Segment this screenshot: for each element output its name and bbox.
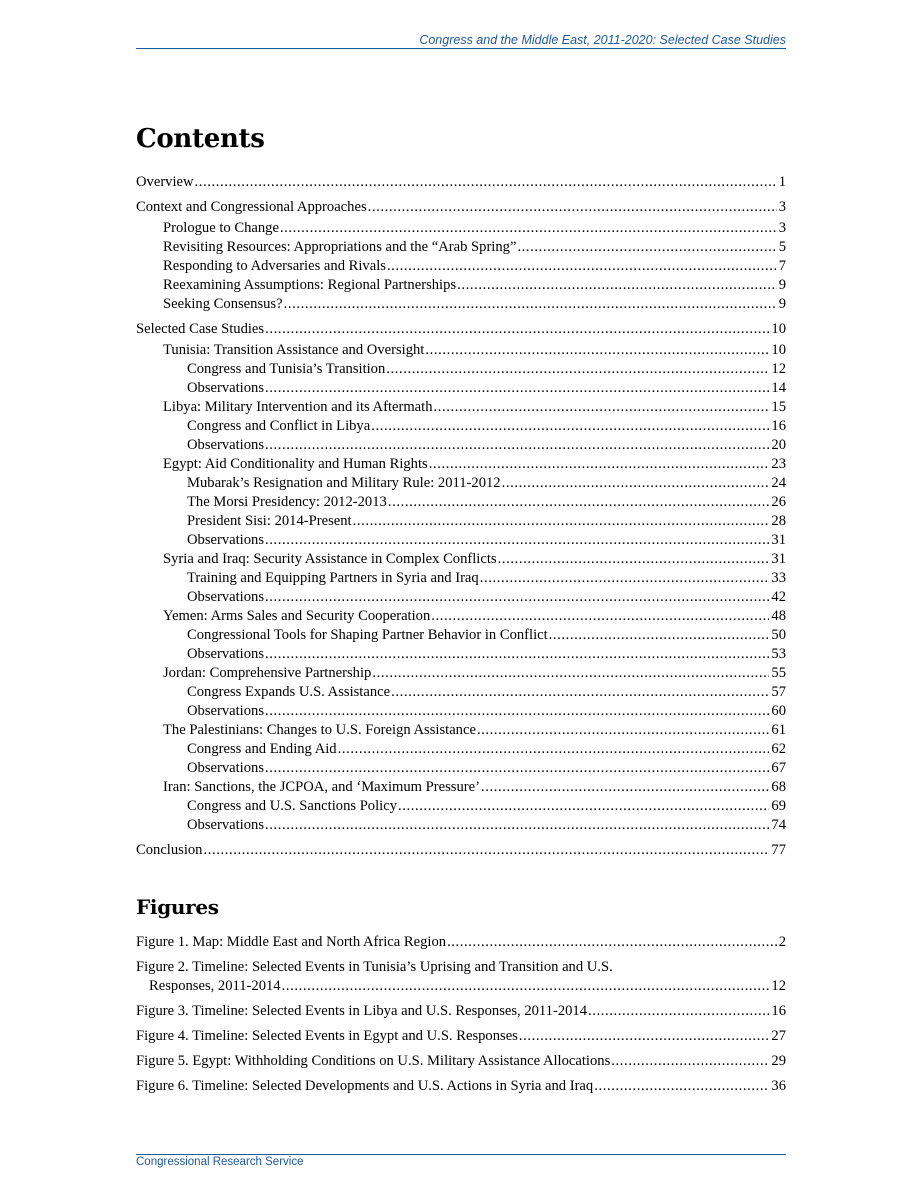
dot-leader bbox=[265, 320, 769, 339]
dot-leader bbox=[425, 341, 769, 360]
entry-title: Conclusion bbox=[136, 842, 203, 858]
dot-leader bbox=[477, 721, 769, 740]
entry-title: Reexamining Assumptions: Regional Partnerships bbox=[163, 277, 457, 293]
dot-leader bbox=[371, 417, 769, 436]
dot-leader bbox=[203, 841, 769, 860]
figure-entry[interactable] bbox=[136, 1052, 786, 1071]
entry-title: Responses, 2011-2014 bbox=[149, 978, 281, 994]
entry-page-number: 10 bbox=[771, 342, 786, 358]
dot-leader bbox=[431, 607, 769, 626]
dot-leader bbox=[480, 569, 770, 588]
toc-entry[interactable] bbox=[163, 276, 786, 295]
dot-leader bbox=[372, 664, 769, 683]
entry-title: Mubarak’s Resignation and Military Rule: 2011-2012 bbox=[187, 475, 501, 491]
entry-page-number: 12 bbox=[771, 361, 786, 377]
toc-entry[interactable] bbox=[187, 645, 786, 664]
dot-leader bbox=[447, 933, 777, 952]
toc-entry[interactable] bbox=[187, 816, 786, 835]
figure-entry[interactable] bbox=[136, 1002, 786, 1021]
dot-leader bbox=[498, 550, 770, 569]
dot-leader bbox=[265, 379, 769, 398]
dot-leader bbox=[338, 740, 770, 759]
toc-entry[interactable] bbox=[163, 398, 786, 417]
dot-leader bbox=[429, 455, 770, 474]
entry-title: Congress and Tunisia’s Transition bbox=[187, 361, 386, 377]
entry-page-number: 57 bbox=[771, 684, 786, 700]
toc-entry[interactable] bbox=[187, 683, 786, 702]
toc-entry[interactable] bbox=[136, 173, 786, 192]
entry-title: Egypt: Aid Conditionality and Human Rights bbox=[163, 456, 428, 472]
dot-leader bbox=[368, 198, 777, 217]
toc-entry[interactable] bbox=[163, 295, 786, 314]
dot-leader bbox=[265, 531, 769, 550]
entry-page-number: 77 bbox=[771, 842, 786, 858]
entry-title: Congress and Ending Aid bbox=[187, 741, 337, 757]
entry-page-number: 27 bbox=[771, 1028, 786, 1044]
dot-leader bbox=[284, 295, 777, 314]
entry-page-number: 16 bbox=[771, 1003, 786, 1019]
entry-page-number: 2 bbox=[778, 934, 786, 950]
toc-entry[interactable] bbox=[187, 569, 786, 588]
entry-title: Yemen: Arms Sales and Security Cooperation bbox=[163, 608, 431, 624]
toc-entry[interactable] bbox=[187, 512, 786, 531]
entry-title: Seeking Consensus? bbox=[163, 296, 283, 312]
toc-entry[interactable] bbox=[187, 474, 786, 493]
dot-leader bbox=[481, 778, 769, 797]
entry-title: Libya: Military Intervention and its Aftermath bbox=[163, 399, 433, 415]
dot-leader bbox=[519, 1027, 770, 1046]
entry-title: Congressional Tools for Shaping Partner Behavior in Conflict bbox=[187, 627, 548, 643]
entry-page-number: 1 bbox=[778, 174, 786, 190]
entry-page-number: 3 bbox=[778, 220, 786, 236]
entry-page-number: 68 bbox=[771, 779, 786, 795]
dot-leader bbox=[353, 512, 770, 531]
dot-leader bbox=[265, 645, 769, 664]
entry-page-number: 15 bbox=[771, 399, 786, 415]
entry-page-number: 10 bbox=[771, 321, 786, 337]
entry-title: Figure 5. Egypt: Withholding Conditions on U.S. Military Assistance Allocations bbox=[136, 1053, 611, 1069]
entry-page-number: 74 bbox=[771, 817, 786, 833]
entry-title: Tunisia: Transition Assistance and Oversight bbox=[163, 342, 425, 358]
entry-page-number: 50 bbox=[771, 627, 786, 643]
toc-entry[interactable] bbox=[136, 841, 786, 860]
entry-title: Observations bbox=[187, 380, 265, 396]
entry-page-number: 33 bbox=[771, 570, 786, 586]
entry-page-number: 26 bbox=[771, 494, 786, 510]
figure-entry[interactable] bbox=[136, 1027, 786, 1046]
toc-entry[interactable] bbox=[163, 238, 786, 257]
running-footer: Congressional Research Service bbox=[136, 1156, 304, 1168]
dot-leader bbox=[517, 238, 776, 257]
toc-entry[interactable] bbox=[136, 320, 786, 339]
toc-entry[interactable] bbox=[163, 257, 786, 276]
entry-title: Observations bbox=[187, 589, 265, 605]
entry-title: Figure 1. Map: Middle East and North Africa Region bbox=[136, 934, 447, 950]
running-header: Congress and the Middle East, 2011-2020: Selected Case Studies bbox=[419, 33, 786, 47]
toc-entry[interactable] bbox=[163, 778, 786, 797]
entry-page-number: 12 bbox=[771, 978, 786, 994]
toc-entry[interactable] bbox=[187, 379, 786, 398]
dot-leader bbox=[457, 276, 777, 295]
entry-title: Congress and Conflict in Libya bbox=[187, 418, 371, 434]
entry-title: Iran: Sanctions, the JCPOA, and ‘Maximum Pressure’ bbox=[163, 779, 480, 795]
toc-entry[interactable] bbox=[163, 219, 786, 238]
toc-entry[interactable] bbox=[163, 455, 786, 474]
entry-page-number: 69 bbox=[771, 798, 786, 814]
toc-entry[interactable] bbox=[163, 550, 786, 569]
entry-page-number: 55 bbox=[771, 665, 786, 681]
entry-page-number: 29 bbox=[771, 1053, 786, 1069]
toc-entry[interactable] bbox=[187, 740, 786, 759]
entry-title: Revisiting Resources: Appropriations and the “Arab Spring” bbox=[163, 239, 517, 255]
toc-entry[interactable] bbox=[187, 702, 786, 721]
toc-entry[interactable] bbox=[187, 436, 786, 455]
dot-leader bbox=[265, 702, 769, 721]
entry-title: Context and Congressional Approaches bbox=[136, 199, 367, 215]
entry-page-number: 23 bbox=[771, 456, 786, 472]
dot-leader bbox=[265, 816, 769, 835]
entry-page-number: 5 bbox=[778, 239, 786, 255]
entry-title: Figure 6. Timeline: Selected Developments and U.S. Actions in Syria and Iraq bbox=[136, 1078, 594, 1094]
entry-title: Syria and Iraq: Security Assistance in Complex Conflicts bbox=[163, 551, 497, 567]
toc-entry[interactable] bbox=[187, 493, 786, 512]
dot-leader bbox=[549, 626, 770, 645]
figures-heading: Figures bbox=[136, 895, 219, 919]
toc-entry[interactable] bbox=[163, 721, 786, 740]
entry-title: President Sisi: 2014-Present bbox=[187, 513, 352, 529]
dot-leader bbox=[282, 977, 770, 996]
toc-entry[interactable] bbox=[187, 588, 786, 607]
entry-page-number: 3 bbox=[778, 199, 786, 215]
entry-page-number: 48 bbox=[771, 608, 786, 624]
dot-leader bbox=[265, 436, 769, 455]
dot-leader bbox=[388, 493, 770, 512]
toc-entry[interactable] bbox=[187, 797, 786, 816]
entry-page-number: 14 bbox=[771, 380, 786, 396]
entry-page-number: 62 bbox=[771, 741, 786, 757]
dot-leader bbox=[594, 1077, 769, 1096]
dot-leader bbox=[588, 1002, 769, 1021]
toc-entry[interactable] bbox=[187, 531, 786, 550]
toc-entry[interactable] bbox=[163, 607, 786, 626]
entry-title: The Palestinians: Changes to U.S. Foreign Assistance bbox=[163, 722, 476, 738]
entry-title: Responding to Adversaries and Rivals bbox=[163, 258, 386, 274]
entry-title: The Morsi Presidency: 2012-2013 bbox=[187, 494, 387, 510]
toc-entry[interactable] bbox=[187, 759, 786, 778]
footer-rule bbox=[136, 1154, 786, 1155]
contents-heading: Contents bbox=[136, 124, 265, 154]
entry-page-number: 61 bbox=[771, 722, 786, 738]
header-rule bbox=[136, 48, 786, 49]
figure-entry[interactable] bbox=[136, 1077, 786, 1096]
entry-page-number: 28 bbox=[771, 513, 786, 529]
entry-title: Observations bbox=[187, 437, 265, 453]
dot-leader bbox=[280, 219, 777, 238]
figure-entry[interactable] bbox=[136, 933, 786, 952]
entry-title: Observations bbox=[187, 532, 265, 548]
toc-entry[interactable] bbox=[187, 360, 786, 379]
entry-title: Observations bbox=[187, 760, 265, 776]
entry-page-number: 31 bbox=[771, 532, 786, 548]
toc-entry[interactable] bbox=[187, 626, 786, 645]
entry-page-number: 9 bbox=[778, 296, 786, 312]
entry-title: Observations bbox=[187, 703, 265, 719]
entry-page-number: 24 bbox=[771, 475, 786, 491]
dot-leader bbox=[434, 398, 770, 417]
toc-entry[interactable] bbox=[163, 664, 786, 683]
entry-page-number: 9 bbox=[778, 277, 786, 293]
entry-title: Overview bbox=[136, 174, 194, 190]
entry-title: Observations bbox=[187, 646, 265, 662]
dot-leader bbox=[391, 683, 769, 702]
figure-entry-title-line1[interactable]: Figure 2. Timeline: Selected Events in Tunisia’s Uprising and Transition and U.S. bbox=[136, 959, 613, 975]
entry-page-number: 31 bbox=[771, 551, 786, 567]
entry-page-number: 42 bbox=[771, 589, 786, 605]
entry-page-number: 67 bbox=[771, 760, 786, 776]
entry-title: Observations bbox=[187, 817, 265, 833]
entry-title: Selected Case Studies bbox=[136, 321, 265, 337]
entry-title: Prologue to Change bbox=[163, 220, 279, 236]
figure-entry[interactable] bbox=[149, 977, 786, 996]
dot-leader bbox=[502, 474, 770, 493]
dot-leader bbox=[387, 257, 777, 276]
entry-page-number: 7 bbox=[778, 258, 786, 274]
dot-leader bbox=[398, 797, 769, 816]
toc-entry[interactable] bbox=[187, 417, 786, 436]
toc-entry[interactable] bbox=[136, 198, 786, 217]
entry-title: Figure 4. Timeline: Selected Events in Egypt and U.S. Responses bbox=[136, 1028, 518, 1044]
entry-title: Figure 3. Timeline: Selected Events in Libya and U.S. Responses, 2011-2014 bbox=[136, 1003, 588, 1019]
entry-title: Training and Equipping Partners in Syria and Iraq bbox=[187, 570, 479, 586]
entry-page-number: 36 bbox=[771, 1078, 786, 1094]
entry-page-number: 60 bbox=[771, 703, 786, 719]
toc-entry[interactable] bbox=[163, 341, 786, 360]
dot-leader bbox=[611, 1052, 769, 1071]
dot-leader bbox=[386, 360, 769, 379]
dot-leader bbox=[195, 173, 777, 192]
entry-page-number: 53 bbox=[771, 646, 786, 662]
entry-title: Congress and U.S. Sanctions Policy bbox=[187, 798, 397, 814]
entry-title: Congress Expands U.S. Assistance bbox=[187, 684, 391, 700]
entry-title: Jordan: Comprehensive Partnership bbox=[163, 665, 372, 681]
entry-page-number: 20 bbox=[771, 437, 786, 453]
entry-page-number: 16 bbox=[771, 418, 786, 434]
dot-leader bbox=[265, 588, 769, 607]
dot-leader bbox=[265, 759, 769, 778]
